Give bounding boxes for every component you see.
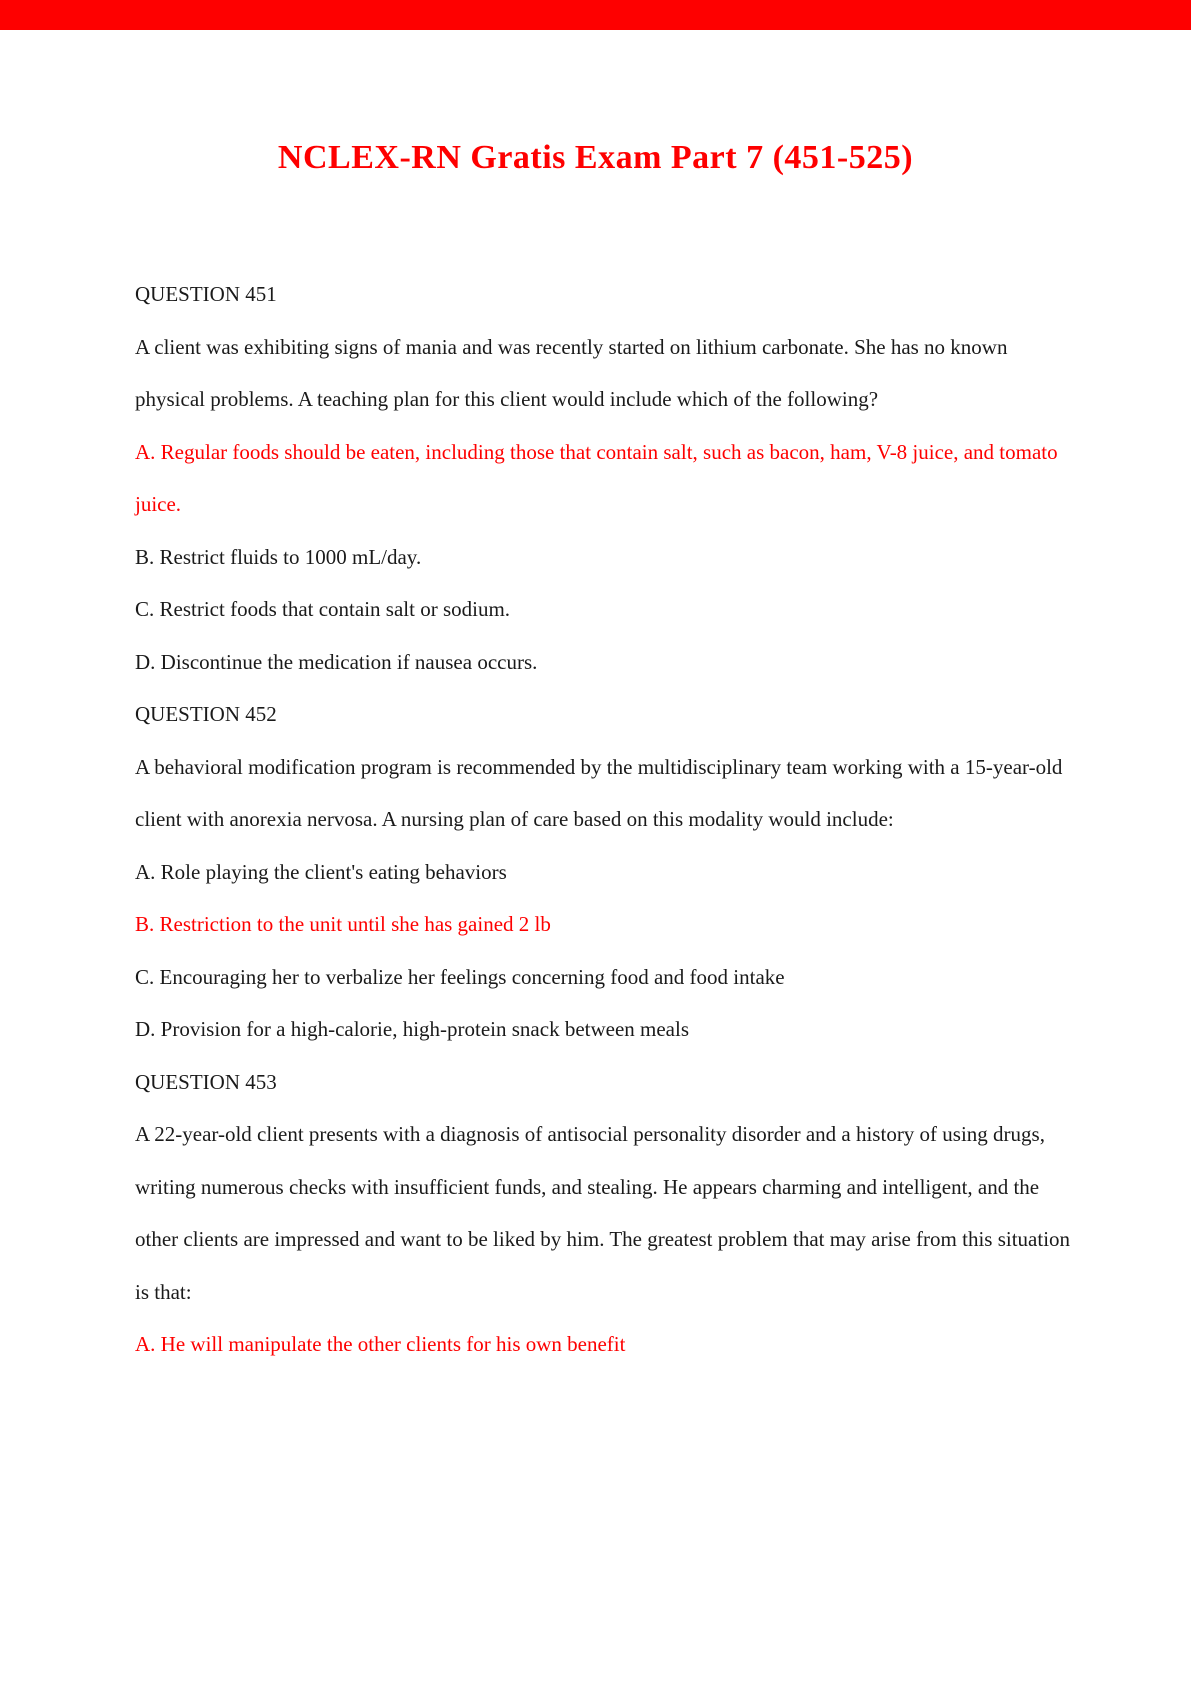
answer-option: A. Role playing the client's eating behaviors bbox=[135, 859, 507, 884]
answer-option: A. He will manipulate the other clients for his own benefit bbox=[135, 1332, 626, 1356]
answer-option: C. Restrict foods that contain salt or sodium. bbox=[135, 597, 511, 621]
answer-option: C. Encouraging her to verbalize her feelings concerning food and food intake bbox=[135, 964, 785, 989]
question-stem: A 22-year-old client presents with a diagnosis of antisocial personality disorder and a history of using drugs, writing numerous checks with insufficient funds, and stealing. He appears charming and intelligent, and the other clients are impressed and want to be liked by him. The greatest problem that may arise from this situation is that: bbox=[135, 1122, 1071, 1304]
answer-option: B. Restrict fluids to 1000 mL/day. bbox=[135, 544, 422, 569]
answer-option: B. Restriction to the unit until she has gained 2 lb bbox=[135, 912, 551, 936]
question-number: QUESTION 453 bbox=[135, 1069, 277, 1094]
document-body bbox=[135, 268, 1075, 1371]
answer-option: A. Regular foods should be eaten, including those that contain salt, such as bacon, ham, V-8 juice, and tomato juice. bbox=[135, 439, 1058, 516]
question-block bbox=[135, 1056, 1075, 1371]
answer-option: D. Discontinue the medication if nausea occurs. bbox=[135, 649, 538, 674]
question-block bbox=[135, 688, 1075, 1056]
answer-option: D. Provision for a high-calorie, high-protein snack between meals bbox=[135, 1017, 690, 1041]
document-title: NCLEX-RN Gratis Exam Part 7 (451-525) bbox=[277, 139, 914, 176]
question-number: QUESTION 451 bbox=[135, 282, 277, 306]
question-stem: A client was exhibiting signs of mania and was recently started on lithium carbonate. She has no known physical problems. A teaching plan for this client would include which of the following? bbox=[135, 334, 1008, 411]
question-number: QUESTION 452 bbox=[135, 702, 277, 726]
question-stem: A behavioral modification program is recommended by the multidisciplinary team working with a 15-year-old client with anorexia nervosa. A nursing plan of care based on this modality would include: bbox=[135, 754, 1063, 831]
top-red-bar bbox=[0, 0, 1191, 30]
question-block bbox=[135, 268, 1075, 688]
